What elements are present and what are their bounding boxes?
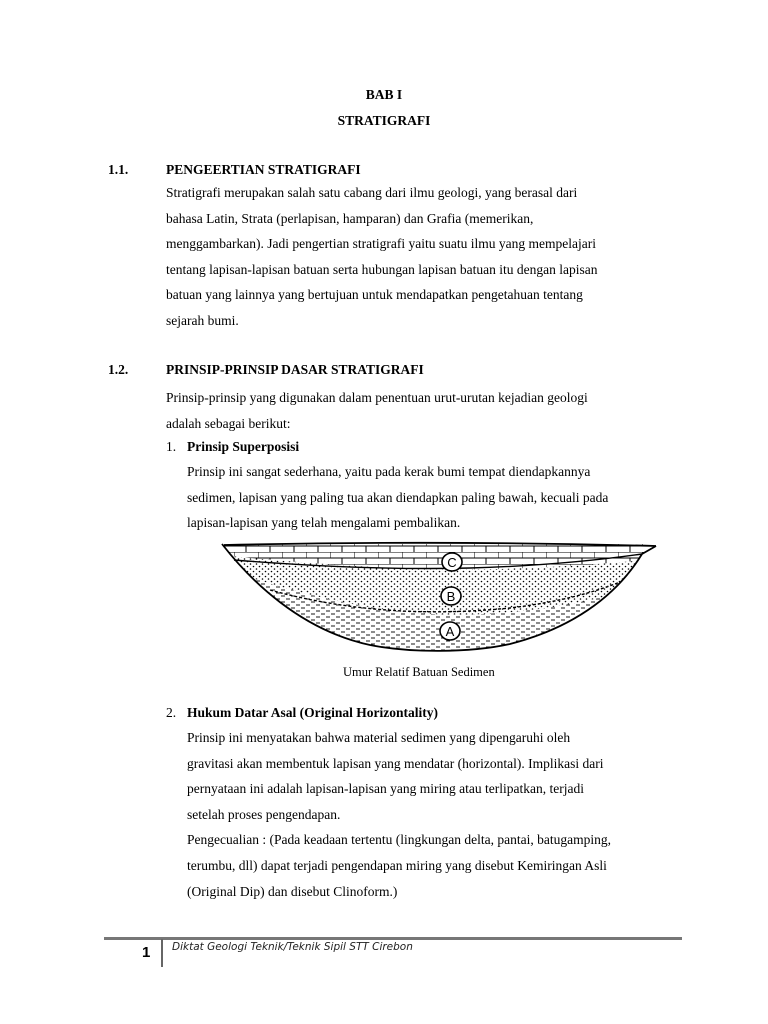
section-2-number: 1.2. <box>108 362 129 377</box>
paragraph-line: setelah proses pengendapan. <box>187 806 341 822</box>
chapter-title: STRATIGRAFI <box>337 113 431 128</box>
item-2-title: Hukum Datar Asal (Original Horizontality) <box>187 705 439 720</box>
paragraph-line: menggambarkan). Jadi pengertian stratigrafi yaitu suatu ilmu yang mempelajari <box>166 236 596 252</box>
layer-a-label: A <box>445 624 455 639</box>
footer-rule <box>104 937 682 940</box>
paragraph-line: Prinsip ini sangat sederhana, yaitu pada kerak bumi tempat diendapkannya <box>187 464 591 479</box>
section-1-number: 1.1. <box>108 162 129 177</box>
footer-text: Diktat Geologi Teknik/Teknik Sipil STT Cirebon <box>172 941 413 953</box>
paragraph-line: pernyataan ini adalah lapisan-lapisan yang miring atau terlipatkan, terjadi <box>187 781 584 797</box>
paragraph-line: Pengecualian : (Pada keadaan tertentu (lingkungan delta, pantai, batugamping, <box>187 832 611 848</box>
layer-a-marker <box>440 622 460 640</box>
paragraph-line: batuan yang lainnya yang bertujuan untuk mendapatkan pengetahuan tentang <box>166 287 583 303</box>
section-2-intro <box>166 385 676 436</box>
layer-b-marker <box>441 587 461 605</box>
layer-b-label: B <box>446 589 456 604</box>
section-1-paragraph <box>166 180 676 334</box>
superposition-figure <box>210 540 666 658</box>
paragraph-line: Prinsip ini menyatakan bahwa material sedimen yang dipengaruhi oleh <box>187 730 571 745</box>
paragraph-line: (Original Dip) dan disebut Clinoform.) <box>187 883 398 899</box>
layer-c-marker <box>442 553 462 571</box>
item-1-number: 1. <box>166 439 177 454</box>
page-number: 1 <box>142 944 151 961</box>
paragraph-line: Stratigrafi merupakan salah satu cabang dari ilmu geologi, yang berasal dari <box>166 185 578 200</box>
item-2-paragraph <box>187 725 676 904</box>
section-2-title: PRINSIP-PRINSIP DASAR STRATIGRAFI <box>166 362 424 377</box>
item-1-title: Prinsip Superposisi <box>187 439 300 454</box>
item-2-number: 2. <box>166 705 177 720</box>
layer-c-label: C <box>447 555 457 570</box>
paragraph-line: sedimen, lapisan yang paling tua akan diendapkan paling bawah, kecuali pada <box>187 489 609 505</box>
section-1-title: PENGEERTIAN STRATIGRAFI <box>166 162 361 177</box>
paragraph-line: adalah sebagai berikut: <box>166 415 291 431</box>
footer-divider <box>161 939 163 967</box>
item-1-paragraph <box>187 459 676 536</box>
chapter-label: BAB I <box>365 87 403 102</box>
basin-layers <box>210 540 666 658</box>
paragraph-line: tentang lapisan-lapisan batuan serta hubungan lapisan batuan itu dengan lapisan <box>166 261 598 277</box>
figure-caption: Umur Relatif Batuan Sedimen <box>343 665 495 679</box>
paragraph-line: Prinsip-prinsip yang digunakan dalam penentuan urut-urutan kejadian geologi <box>166 390 588 405</box>
paragraph-line: sejarah bumi. <box>166 312 239 328</box>
paragraph-line: bahasa Latin, Strata (perlapisan, hamparan) dan Grafia (memerikan, <box>166 210 534 226</box>
paragraph-line: lapisan-lapisan yang telah mengalami pembalikan. <box>187 515 461 531</box>
paragraph-line: terumbu, dll) dapat terjadi pengendapan miring yang disebut Kemiringan Asli <box>187 857 607 873</box>
paragraph-line: gravitasi akan membentuk lapisan yang mendatar (horizontal). Implikasi dari <box>187 755 604 771</box>
